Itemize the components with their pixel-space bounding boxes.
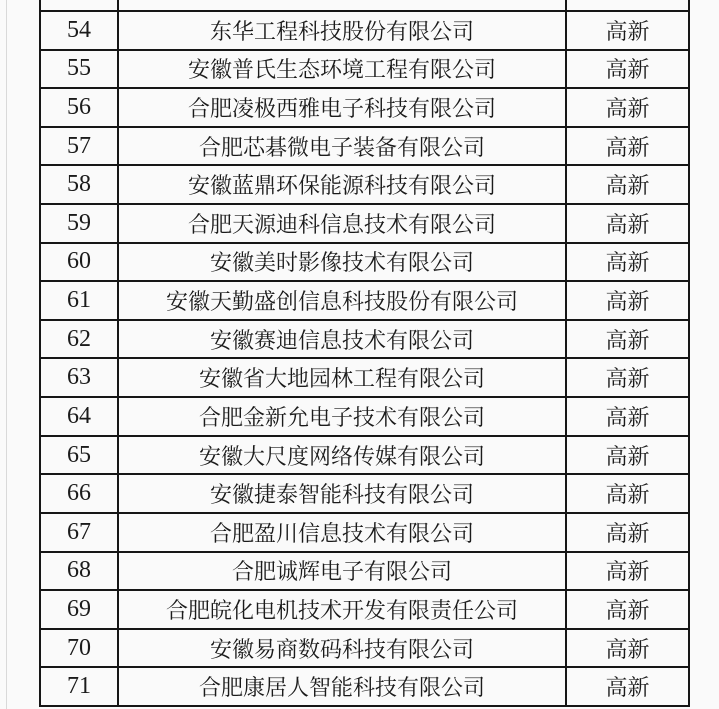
company-name-cell bbox=[119, 359, 567, 396]
category-label: 高新 bbox=[605, 211, 650, 237]
row-number: 63 bbox=[67, 364, 91, 391]
company-name: 安徽省大地园林工程有限公司 bbox=[198, 366, 485, 392]
company-name-cell bbox=[119, 244, 567, 281]
row-number: 64 bbox=[67, 402, 91, 429]
table-row bbox=[41, 12, 690, 51]
company-name: 合肥天源迪科信息技术有限公司 bbox=[187, 211, 496, 237]
row-number: 71 bbox=[67, 673, 91, 700]
company-name-cell bbox=[119, 591, 567, 628]
row-number-cell bbox=[41, 514, 119, 551]
row-number: 55 bbox=[67, 55, 91, 82]
table-body bbox=[41, 12, 690, 707]
category-cell bbox=[567, 668, 690, 705]
company-name-cell bbox=[119, 282, 567, 319]
category-cell bbox=[567, 591, 690, 628]
table-row bbox=[41, 205, 690, 244]
row-number: 60 bbox=[67, 248, 91, 275]
company-name-cell bbox=[119, 12, 567, 49]
company-name-cell bbox=[119, 89, 567, 126]
company-name: 安徽赛迪信息技术有限公司 bbox=[209, 327, 474, 353]
company-name: 合肥盈川信息技术有限公司 bbox=[209, 520, 474, 546]
company-name-cell bbox=[119, 128, 567, 165]
partial-company-cell bbox=[119, 0, 567, 10]
partial-number-cell bbox=[41, 0, 119, 10]
partial-category-cell bbox=[567, 0, 690, 10]
row-number: 68 bbox=[67, 557, 91, 584]
table-row bbox=[41, 630, 690, 669]
category-label: 高新 bbox=[605, 173, 650, 199]
row-number-cell bbox=[41, 475, 119, 512]
row-number: 61 bbox=[67, 287, 91, 314]
company-name-cell bbox=[119, 321, 567, 358]
row-number-cell bbox=[41, 553, 119, 590]
company-name: 安徽捷泰智能科技有限公司 bbox=[209, 482, 474, 508]
category-cell bbox=[567, 166, 690, 203]
company-name: 安徽天勤盛创信息科技股份有限公司 bbox=[165, 289, 518, 315]
row-number: 66 bbox=[67, 480, 91, 507]
row-number: 65 bbox=[67, 441, 91, 468]
row-number-cell bbox=[41, 51, 119, 88]
table-row bbox=[41, 553, 690, 592]
table-row bbox=[41, 398, 690, 437]
company-name: 东华工程科技股份有限公司 bbox=[209, 18, 474, 44]
row-number-cell bbox=[41, 89, 119, 126]
company-name-cell bbox=[119, 205, 567, 242]
row-number-cell bbox=[41, 359, 119, 396]
table-row bbox=[41, 166, 690, 205]
category-cell bbox=[567, 553, 690, 590]
row-number-cell bbox=[41, 591, 119, 628]
category-cell bbox=[567, 282, 690, 319]
company-name-cell bbox=[119, 475, 567, 512]
row-number-cell bbox=[41, 205, 119, 242]
category-label: 高新 bbox=[605, 636, 650, 662]
row-number: 67 bbox=[67, 518, 91, 545]
category-cell bbox=[567, 514, 690, 551]
company-name: 合肥康居人智能科技有限公司 bbox=[198, 675, 485, 701]
category-label: 高新 bbox=[605, 520, 650, 546]
category-cell bbox=[567, 359, 690, 396]
table-row bbox=[41, 475, 690, 514]
company-name-cell bbox=[119, 51, 567, 88]
row-number-cell bbox=[41, 282, 119, 319]
company-name-cell bbox=[119, 514, 567, 551]
company-name-cell bbox=[119, 668, 567, 705]
category-label: 高新 bbox=[605, 134, 650, 160]
category-cell bbox=[567, 89, 690, 126]
table-row bbox=[41, 359, 690, 398]
category-label: 高新 bbox=[605, 559, 650, 585]
table-row bbox=[41, 89, 690, 128]
partial-row-top bbox=[41, 0, 690, 12]
row-number-cell bbox=[41, 437, 119, 474]
company-name: 合肥皖化电机技术开发有限责任公司 bbox=[165, 597, 518, 623]
company-name: 合肥诚辉电子有限公司 bbox=[231, 559, 452, 585]
category-cell bbox=[567, 205, 690, 242]
row-number: 70 bbox=[67, 634, 91, 661]
category-cell bbox=[567, 475, 690, 512]
company-name-cell bbox=[119, 630, 567, 667]
row-number-cell bbox=[41, 630, 119, 667]
company-name-cell bbox=[119, 166, 567, 203]
row-number-cell bbox=[41, 321, 119, 358]
category-label: 高新 bbox=[605, 57, 650, 83]
company-name: 安徽蓝鼎环保能源科技有限公司 bbox=[187, 173, 496, 199]
table-row bbox=[41, 514, 690, 553]
row-number: 62 bbox=[67, 325, 91, 352]
table-row bbox=[41, 321, 690, 360]
company-name: 安徽易商数码科技有限公司 bbox=[209, 636, 474, 662]
table-row bbox=[41, 282, 690, 321]
table-row bbox=[41, 668, 690, 707]
company-name: 合肥凌极西雅电子科技有限公司 bbox=[187, 96, 496, 122]
category-label: 高新 bbox=[605, 18, 650, 44]
table-row bbox=[41, 51, 690, 90]
company-name-cell bbox=[119, 553, 567, 590]
company-name: 安徽大尺度网络传媒有限公司 bbox=[198, 443, 485, 469]
category-label: 高新 bbox=[605, 366, 650, 392]
category-label: 高新 bbox=[605, 327, 650, 353]
category-cell bbox=[567, 51, 690, 88]
category-cell bbox=[567, 437, 690, 474]
company-name: 合肥芯碁微电子装备有限公司 bbox=[198, 134, 485, 160]
category-cell bbox=[567, 244, 690, 281]
company-name: 安徽普氏生态环境工程有限公司 bbox=[187, 57, 496, 83]
page-edge-line bbox=[6, 0, 7, 709]
table-row bbox=[41, 437, 690, 476]
row-number: 59 bbox=[67, 209, 91, 236]
category-label: 高新 bbox=[605, 404, 650, 430]
row-number: 57 bbox=[67, 132, 91, 159]
category-label: 高新 bbox=[605, 289, 650, 315]
category-label: 高新 bbox=[605, 96, 650, 122]
category-cell bbox=[567, 128, 690, 165]
row-number: 54 bbox=[67, 16, 91, 43]
row-number-cell bbox=[41, 398, 119, 435]
company-name: 合肥金新允电子技术有限公司 bbox=[198, 404, 485, 430]
row-number-cell bbox=[41, 668, 119, 705]
category-label: 高新 bbox=[605, 443, 650, 469]
category-cell bbox=[567, 630, 690, 667]
row-number-cell bbox=[41, 12, 119, 49]
row-number: 56 bbox=[67, 94, 91, 121]
category-label: 高新 bbox=[605, 482, 650, 508]
category-cell bbox=[567, 12, 690, 49]
row-number-cell bbox=[41, 128, 119, 165]
row-number: 58 bbox=[67, 171, 91, 198]
table-row bbox=[41, 128, 690, 167]
company-name-cell bbox=[119, 398, 567, 435]
category-label: 高新 bbox=[605, 675, 650, 701]
row-number-cell bbox=[41, 166, 119, 203]
table-row bbox=[41, 244, 690, 283]
category-label: 高新 bbox=[605, 597, 650, 623]
category-label: 高新 bbox=[605, 250, 650, 276]
company-name-cell bbox=[119, 437, 567, 474]
company-table bbox=[39, 0, 690, 707]
company-name: 安徽美时影像技术有限公司 bbox=[209, 250, 474, 276]
category-cell bbox=[567, 321, 690, 358]
category-cell bbox=[567, 398, 690, 435]
table-row bbox=[41, 591, 690, 630]
row-number: 69 bbox=[67, 595, 91, 622]
row-number-cell bbox=[41, 244, 119, 281]
